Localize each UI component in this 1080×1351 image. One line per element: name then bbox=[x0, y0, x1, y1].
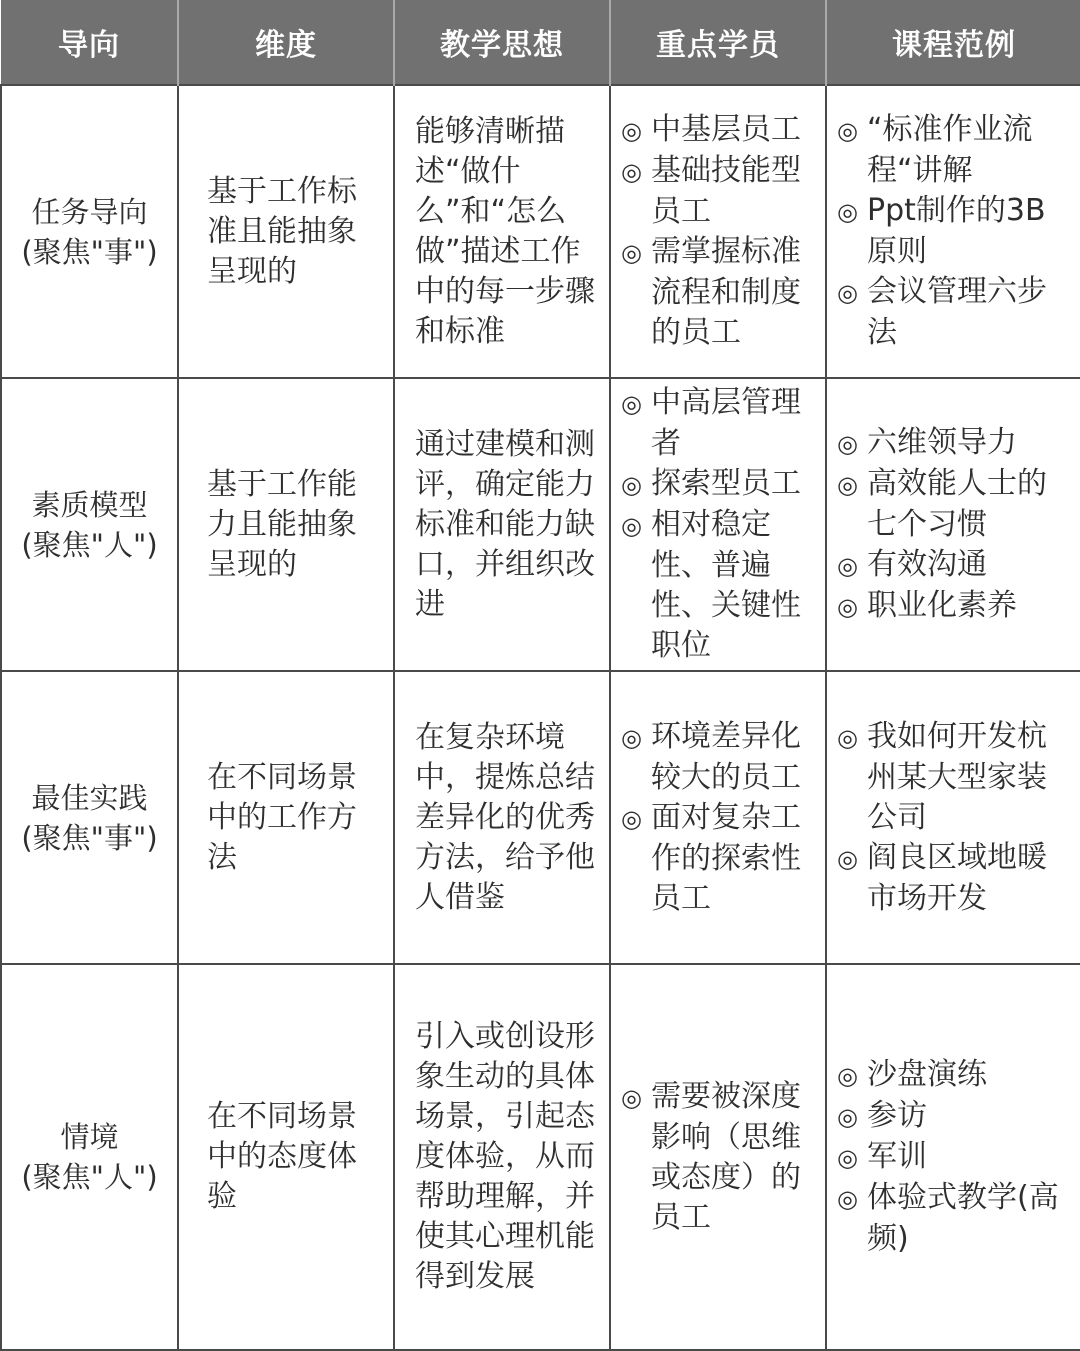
orientation-focus: (聚焦"人") bbox=[21, 527, 158, 562]
dimension-cell: 在不同场景中的态度体验 bbox=[178, 964, 394, 1350]
list-item: ◎ 阎良区域地暖市场开发 bbox=[837, 838, 1072, 919]
course-examples-cell bbox=[826, 671, 1080, 964]
list-item: ◎ 会议管理六步法 bbox=[837, 272, 1072, 353]
list-item: ◎ 军训 bbox=[837, 1137, 1072, 1178]
key-students-cell bbox=[610, 378, 826, 671]
list-item: ◎ 需掌握标准流程和制度的员工 bbox=[621, 232, 817, 353]
header-orientation: 导向 bbox=[1, 0, 178, 85]
list-item: ◎ 我如何开发杭州某大型家装公司 bbox=[837, 717, 1072, 838]
list-item: ◎ 职业化素养 bbox=[837, 586, 1072, 627]
list-item: ◎ 需要被深度影响（思维或态度）的员工 bbox=[621, 1077, 817, 1238]
table-row bbox=[1, 378, 1080, 671]
list-item: ◎ Ppt制作的3B原则 bbox=[837, 191, 1072, 272]
list-item: ◎ 基础技能型员工 bbox=[621, 151, 817, 232]
header-course-examples: 课程范例 bbox=[826, 0, 1080, 85]
course-examples-cell bbox=[826, 378, 1080, 671]
dimension-cell: 在不同场景中的工作方法 bbox=[178, 671, 394, 964]
orientation-cell bbox=[1, 85, 178, 378]
orientation-cell bbox=[1, 671, 178, 964]
list-item: ◎ 探索型员工 bbox=[621, 464, 817, 505]
orientation-label: 情境 bbox=[60, 1120, 119, 1154]
key-students-cell bbox=[610, 671, 826, 964]
orientation-focus: (聚焦"事") bbox=[21, 234, 158, 269]
teaching-idea-cell: 引入或创设形象生动的具体场景，引起态度体验，从而帮助理解，并使其心理机能得到发展 bbox=[394, 964, 610, 1350]
list-item: ◎ 高效能人士的七个习惯 bbox=[837, 464, 1072, 545]
dimension-cell: 基于工作标准且能抽象呈现的 bbox=[178, 85, 394, 378]
orientation-cell bbox=[1, 378, 178, 671]
table-row bbox=[1, 85, 1080, 378]
header-dimension: 维度 bbox=[178, 0, 394, 85]
key-students-cell bbox=[610, 964, 826, 1350]
list-item: ◎ 沙盘演练 bbox=[837, 1055, 1072, 1096]
orientation-cell bbox=[1, 964, 178, 1350]
header-row bbox=[1, 0, 1080, 85]
list-item: ◎ “标准作业流程“讲解 bbox=[837, 110, 1072, 191]
table-row bbox=[1, 671, 1080, 964]
orientation-label: 最佳实践 bbox=[31, 780, 148, 815]
teaching-idea-cell: 能够清晰描述“做什么”和“怎么做”描述工作中的每一步骤和标准 bbox=[394, 85, 610, 378]
list-item: ◎ 参访 bbox=[837, 1096, 1072, 1137]
course-examples-cell bbox=[826, 964, 1080, 1350]
dimension-cell: 基于工作能力且能抽象呈现的 bbox=[178, 378, 394, 671]
header-key-students: 重点学员 bbox=[610, 0, 826, 85]
list-item: ◎ 体验式教学(高频) bbox=[837, 1178, 1072, 1259]
list-item: ◎ 有效沟通 bbox=[837, 545, 1072, 586]
list-item: ◎ 六维领导力 bbox=[837, 423, 1072, 464]
orientation-label: 素质模型 bbox=[31, 487, 148, 522]
key-students-cell bbox=[610, 85, 826, 378]
list-item: ◎ 面对复杂工作的探索性员工 bbox=[621, 798, 817, 919]
table-row bbox=[1, 964, 1080, 1350]
list-item: ◎ 中高层管理者 bbox=[621, 383, 817, 464]
orientation-focus: (聚焦"事") bbox=[21, 820, 158, 855]
list-item: ◎ 中基层员工 bbox=[621, 110, 817, 151]
list-item: ◎ 环境差异化较大的员工 bbox=[621, 717, 817, 798]
orientation-label: 任务导向 bbox=[31, 194, 148, 229]
teaching-idea-cell: 在复杂环境中，提炼总结差异化的优秀方法，给予他人借鉴 bbox=[394, 671, 610, 964]
course-examples-cell bbox=[826, 85, 1080, 378]
list-item: ◎ 相对稳定性、普遍性、关键性职位 bbox=[621, 505, 817, 666]
header-teaching-idea: 教学思想 bbox=[394, 0, 610, 85]
teaching-idea-cell: 通过建模和测评，确定能力标准和能力缺口，并组织改进 bbox=[394, 378, 610, 671]
orientation-focus: (聚焦"人") bbox=[21, 1160, 158, 1194]
